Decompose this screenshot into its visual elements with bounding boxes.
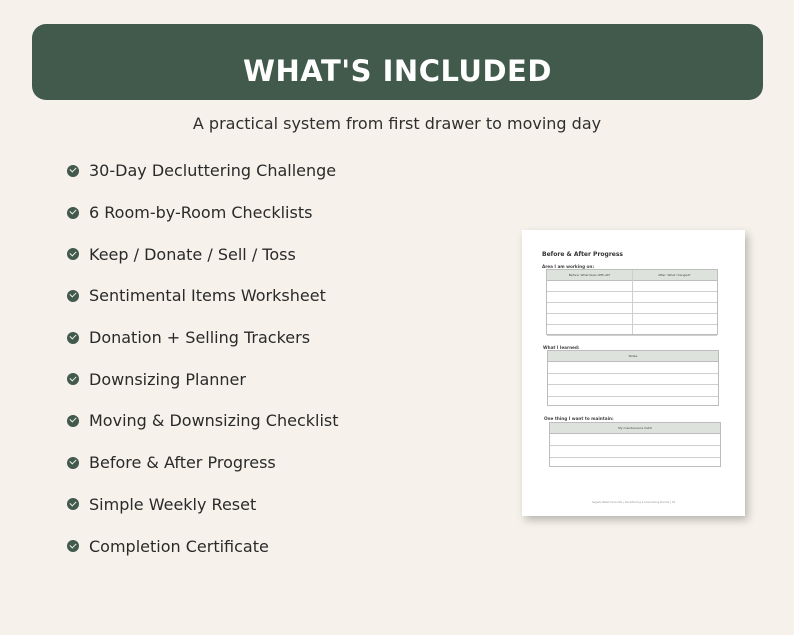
table-row: [550, 458, 720, 468]
check-circle-icon: [67, 248, 79, 260]
list-item-label: Completion Certificate: [89, 536, 269, 556]
list-item: [67, 442, 339, 484]
check-circle-icon: [67, 290, 79, 302]
table-row: [550, 446, 720, 458]
check-circle-icon: [67, 165, 79, 177]
table-header-cell: Notes: [628, 354, 638, 358]
check-circle-icon: [67, 540, 79, 552]
list-item-label: 30-Day Decluttering Challenge: [89, 161, 337, 181]
worksheet-section-label: What I learned:: [543, 345, 580, 350]
included-items-list: [67, 150, 339, 567]
list-item: [67, 317, 339, 359]
page-subtitle: A practical system from first drawer to moving day: [192, 114, 602, 133]
check-circle-icon: [67, 373, 79, 385]
worksheet-section-label: Area I am working on:: [542, 264, 595, 269]
worksheet-table: [549, 422, 721, 467]
worksheet-title: Before & After Progress: [542, 251, 623, 258]
table-header: [550, 423, 720, 434]
list-item-label: Donation + Selling Trackers: [89, 328, 311, 348]
table-row: [548, 397, 718, 408]
table-header-cell: Before: What feels difficult?: [568, 273, 611, 277]
list-item-label: Moving & Downsizing Checklist: [89, 411, 339, 431]
table-row: [548, 362, 718, 374]
list-item-label: Simple Weekly Reset: [89, 494, 257, 514]
list-item: [67, 400, 339, 442]
table-header: [548, 351, 718, 362]
list-item-label: Sentimental Items Worksheet: [89, 286, 326, 306]
list-item: [67, 275, 339, 317]
list-item-label: Before & After Progress: [89, 453, 276, 473]
page-title: WHAT'S INCLUDED: [243, 54, 552, 88]
worksheet-table: [547, 350, 719, 406]
list-item-label: 6 Room-by-Room Checklists: [89, 203, 313, 223]
worksheet-preview: [522, 230, 745, 516]
list-item: [67, 192, 339, 234]
header-banner: [32, 24, 763, 100]
check-circle-icon: [67, 498, 79, 510]
table-header-cell: After: What changed?: [658, 273, 691, 277]
list-item: [67, 358, 339, 400]
worksheet-footer: SageAndNest Favourite | Decluttering & Downsizing Bundle | 18: [591, 501, 676, 504]
check-circle-icon: [67, 207, 79, 219]
worksheet-table: [546, 269, 718, 335]
list-item: [67, 150, 339, 192]
column-divider: [632, 270, 633, 334]
list-item-label: Downsizing Planner: [89, 369, 246, 389]
check-circle-icon: [67, 415, 79, 427]
list-item: [67, 233, 339, 275]
list-item: [67, 525, 339, 567]
list-item: [67, 484, 339, 526]
worksheet-section-label: One thing I want to maintain:: [544, 416, 614, 421]
table-row: [548, 374, 718, 386]
table-row: [548, 385, 718, 397]
list-item-label: Keep / Donate / Sell / Toss: [89, 244, 296, 264]
table-row: [550, 434, 720, 446]
check-circle-icon: [67, 457, 79, 469]
table-header-cell: My maintenance habit: [618, 426, 652, 430]
check-circle-icon: [67, 332, 79, 344]
